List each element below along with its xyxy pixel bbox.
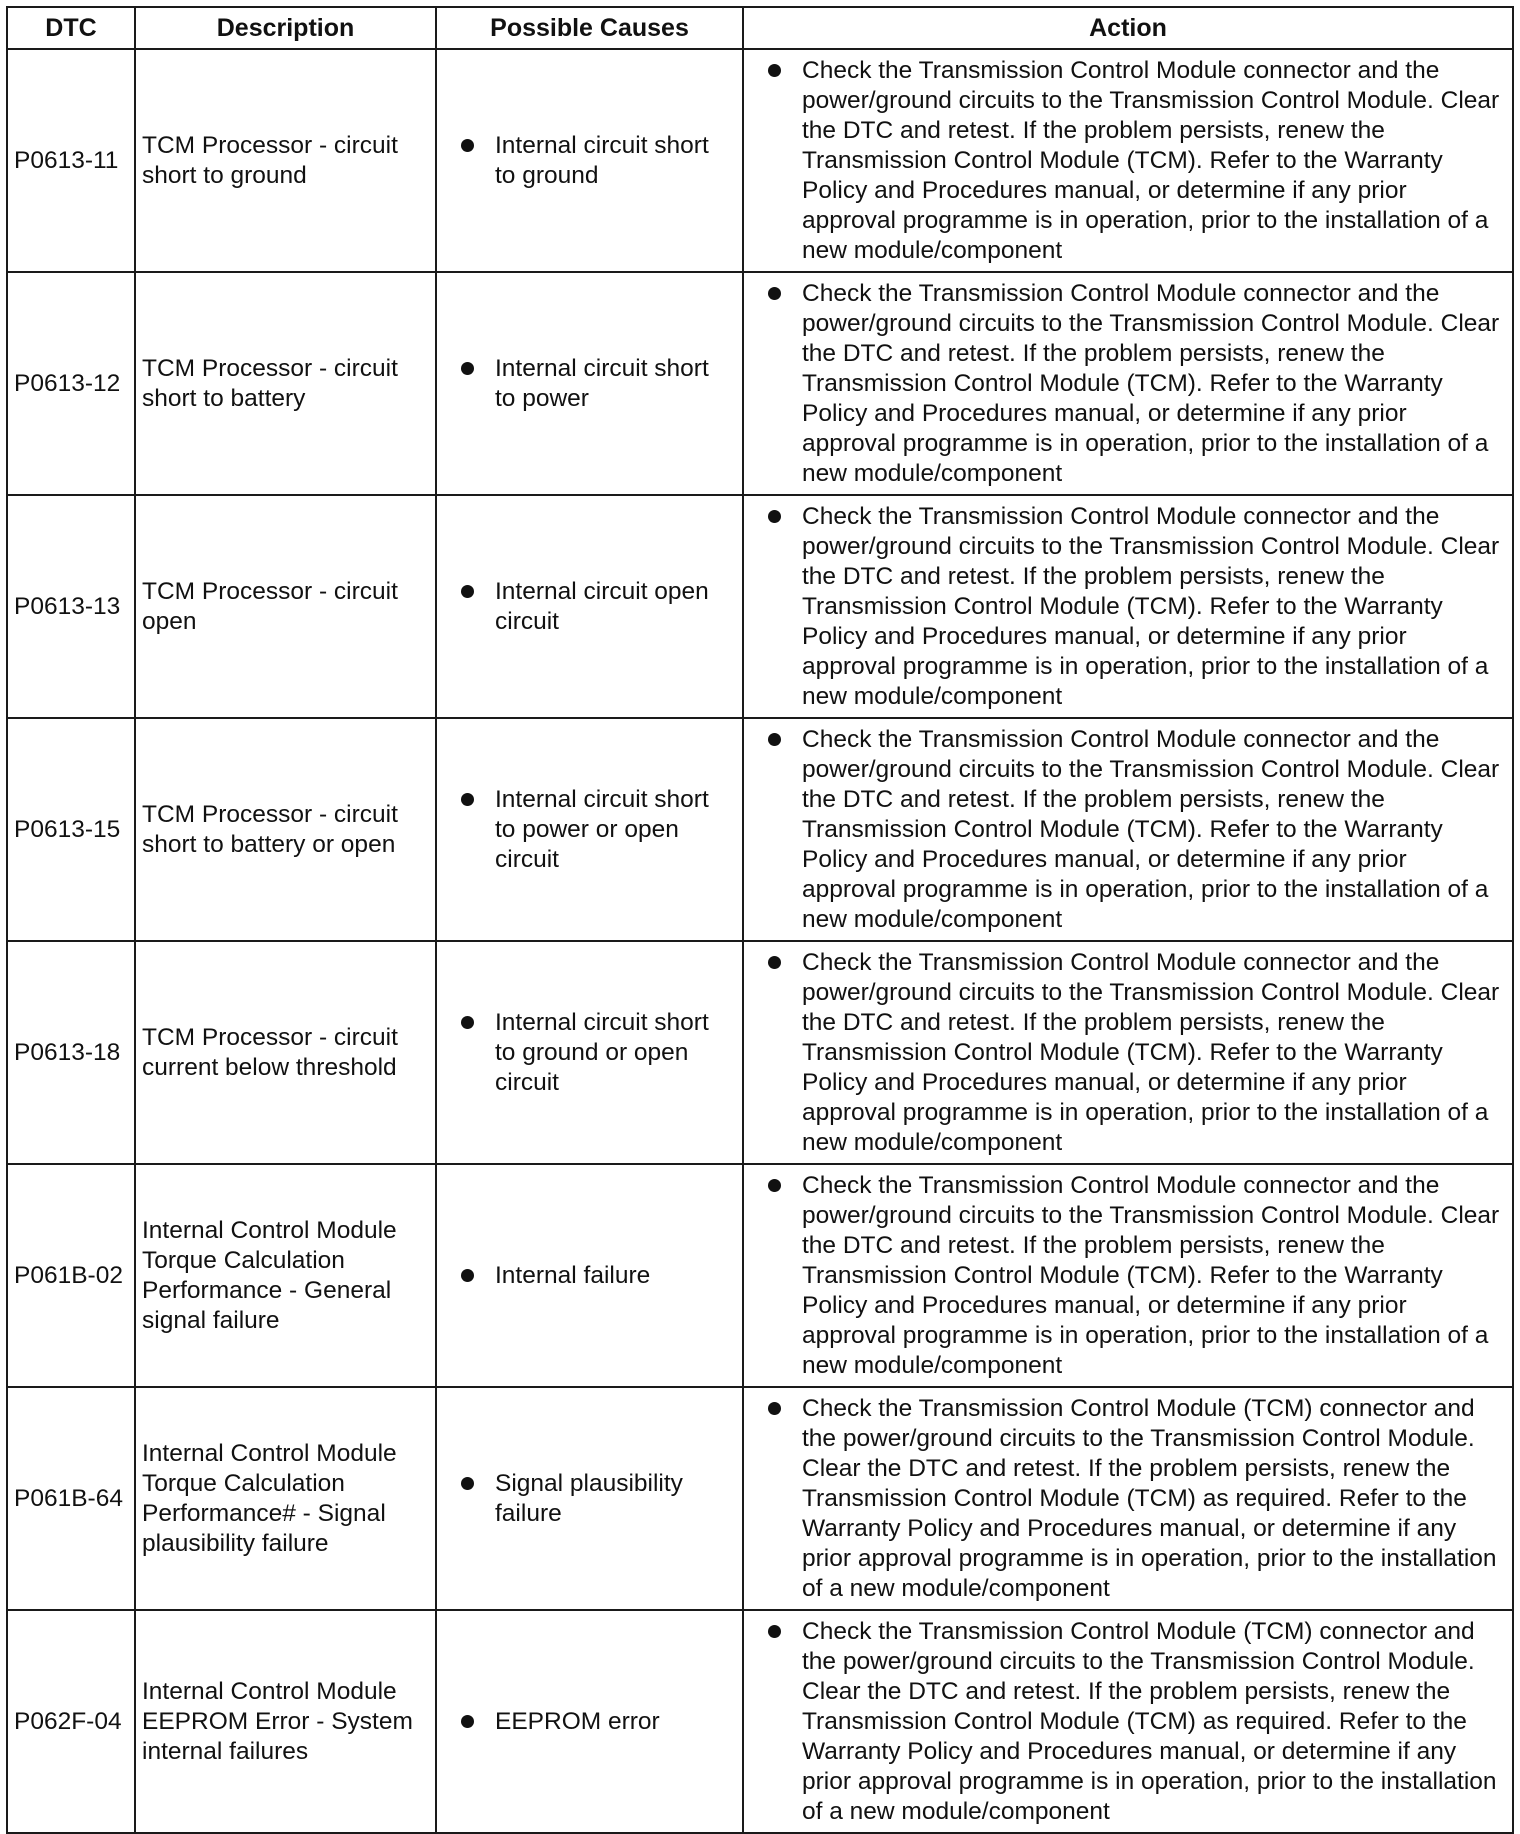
dtc-code: P062F-04 — [7, 1610, 135, 1833]
action-text: Check the Transmission Control Module connector and the power/ground circuits to the Transmission Control Module. Clear the DTC and retest. If the problem persists, renew the Transmission Control Module (TCM). Refer to the Warranty Policy and Procedures manual, or determine if any prior approval programme is in operation, prior to the installation of a new module/component — [802, 279, 1500, 487]
cause-text: Internal circuit short to ground or open circuit — [495, 1008, 709, 1096]
table-row — [7, 718, 1513, 941]
action-cell — [743, 1387, 1513, 1610]
dtc-table — [6, 6, 1514, 1834]
bullet-icon — [461, 1477, 474, 1490]
table-row — [7, 941, 1513, 1164]
cause-list-item — [443, 577, 736, 637]
cause-cell — [436, 495, 743, 718]
description-cell: TCM Processor - circuit short to battery — [135, 272, 436, 495]
bullet-icon — [768, 510, 781, 523]
cause-cell — [436, 1387, 743, 1610]
table-header-row — [7, 7, 1513, 49]
cause-list-item — [443, 1008, 736, 1098]
description-cell: TCM Processor - circuit short to battery or open — [135, 718, 436, 941]
cause-list-item — [443, 1707, 736, 1737]
cause-list-item — [443, 785, 736, 875]
header-action: Action — [743, 7, 1513, 49]
dtc-code: P061B-02 — [7, 1164, 135, 1387]
header-possible-causes: Possible Causes — [436, 7, 743, 49]
cause-list-item — [443, 354, 736, 414]
cause-cell — [436, 49, 743, 272]
action-list-item — [750, 56, 1506, 266]
action-cell — [743, 1164, 1513, 1387]
action-text: Check the Transmission Control Module connector and the power/ground circuits to the Transmission Control Module. Clear the DTC and retest. If the problem persists, renew the Transmission Control Module (TCM). Refer to the Warranty Policy and Procedures manual, or determine if any prior approval programme is in operation, prior to the installation of a new module/component — [802, 1171, 1500, 1379]
action-text: Check the Transmission Control Module (TCM) connector and the power/ground circuits to the Transmission Control Module. Clear the DTC and retest. If the problem persists, renew the Transmission Control Module (TCM) as required. Refer to the Warranty Policy and Procedures manual, or determine if any prior approval programme is in operation, prior to the installation of a new module/component — [802, 1394, 1497, 1602]
bullet-icon — [768, 733, 781, 746]
action-cell — [743, 718, 1513, 941]
cause-text: Internal circuit open circuit — [495, 577, 709, 635]
description-cell: Internal Control Module EEPROM Error - System internal failures — [135, 1610, 436, 1833]
dtc-code: P0613-13 — [7, 495, 135, 718]
action-cell — [743, 495, 1513, 718]
dtc-code: P061B-64 — [7, 1387, 135, 1610]
table-row — [7, 49, 1513, 272]
description-cell: Internal Control Module Torque Calculation Performance# - Signal plausibility failure — [135, 1387, 436, 1610]
header-description: Description — [135, 7, 436, 49]
bullet-icon — [461, 793, 474, 806]
bullet-icon — [768, 1179, 781, 1192]
action-list-item — [750, 279, 1506, 489]
table-row — [7, 495, 1513, 718]
bullet-icon — [461, 1715, 474, 1728]
bullet-icon — [461, 362, 474, 375]
bullet-icon — [768, 64, 781, 77]
action-text: Check the Transmission Control Module (TCM) connector and the power/ground circuits to the Transmission Control Module. Clear the DTC and retest. If the problem persists, renew the Transmission Control Module (TCM) as required. Refer to the Warranty Policy and Procedures manual, or determine if any prior approval programme is in operation, prior to the installation of a new module/component — [802, 1617, 1497, 1825]
action-list-item — [750, 725, 1506, 935]
action-list-item — [750, 1617, 1506, 1827]
table-row — [7, 1387, 1513, 1610]
action-cell — [743, 49, 1513, 272]
bullet-icon — [768, 1402, 781, 1415]
cause-list-item — [443, 1469, 736, 1529]
bullet-icon — [768, 956, 781, 969]
cause-text: EEPROM error — [495, 1707, 660, 1735]
description-cell: TCM Processor - circuit open — [135, 495, 436, 718]
action-list-item — [750, 948, 1506, 1158]
action-list-item — [750, 1394, 1506, 1604]
table-row — [7, 1164, 1513, 1387]
cause-cell — [436, 272, 743, 495]
bullet-icon — [461, 139, 474, 152]
cause-text: Internal failure — [495, 1261, 651, 1289]
action-cell — [743, 1610, 1513, 1833]
action-list-item — [750, 502, 1506, 712]
cause-text: Internal circuit short to ground — [495, 131, 709, 189]
cause-cell — [436, 1164, 743, 1387]
bullet-icon — [461, 1269, 474, 1282]
description-cell: TCM Processor - circuit current below threshold — [135, 941, 436, 1164]
cause-cell — [436, 718, 743, 941]
description-cell: Internal Control Module Torque Calculation Performance - General signal failure — [135, 1164, 436, 1387]
action-cell — [743, 272, 1513, 495]
cause-text: Signal plausibility failure — [495, 1469, 683, 1527]
table-row — [7, 272, 1513, 495]
action-text: Check the Transmission Control Module connector and the power/ground circuits to the Transmission Control Module. Clear the DTC and retest. If the problem persists, renew the Transmission Control Module (TCM). Refer to the Warranty Policy and Procedures manual, or determine if any prior approval programme is in operation, prior to the installation of a new module/component — [802, 56, 1500, 264]
cause-cell — [436, 941, 743, 1164]
cause-list-item — [443, 1261, 736, 1291]
dtc-code: P0613-15 — [7, 718, 135, 941]
action-text: Check the Transmission Control Module connector and the power/ground circuits to the Transmission Control Module. Clear the DTC and retest. If the problem persists, renew the Transmission Control Module (TCM). Refer to the Warranty Policy and Procedures manual, or determine if any prior approval programme is in operation, prior to the installation of a new module/component — [802, 502, 1500, 710]
bullet-icon — [768, 287, 781, 300]
dtc-code: P0613-11 — [7, 49, 135, 272]
action-text: Check the Transmission Control Module connector and the power/ground circuits to the Transmission Control Module. Clear the DTC and retest. If the problem persists, renew the Transmission Control Module (TCM). Refer to the Warranty Policy and Procedures manual, or determine if any prior approval programme is in operation, prior to the installation of a new module/component — [802, 725, 1500, 933]
action-text: Check the Transmission Control Module connector and the power/ground circuits to the Transmission Control Module. Clear the DTC and retest. If the problem persists, renew the Transmission Control Module (TCM). Refer to the Warranty Policy and Procedures manual, or determine if any prior approval programme is in operation, prior to the installation of a new module/component — [802, 948, 1500, 1156]
description-cell: TCM Processor - circuit short to ground — [135, 49, 436, 272]
bullet-icon — [461, 1016, 474, 1029]
cause-cell — [436, 1610, 743, 1833]
action-list-item — [750, 1171, 1506, 1381]
header-dtc: DTC — [7, 7, 135, 49]
bullet-icon — [461, 585, 474, 598]
cause-text: Internal circuit short to power or open circuit — [495, 785, 709, 873]
cause-text: Internal circuit short to power — [495, 354, 709, 412]
dtc-code: P0613-12 — [7, 272, 135, 495]
table-row — [7, 1610, 1513, 1833]
bullet-icon — [768, 1625, 781, 1638]
cause-list-item — [443, 131, 736, 191]
action-cell — [743, 941, 1513, 1164]
dtc-code: P0613-18 — [7, 941, 135, 1164]
